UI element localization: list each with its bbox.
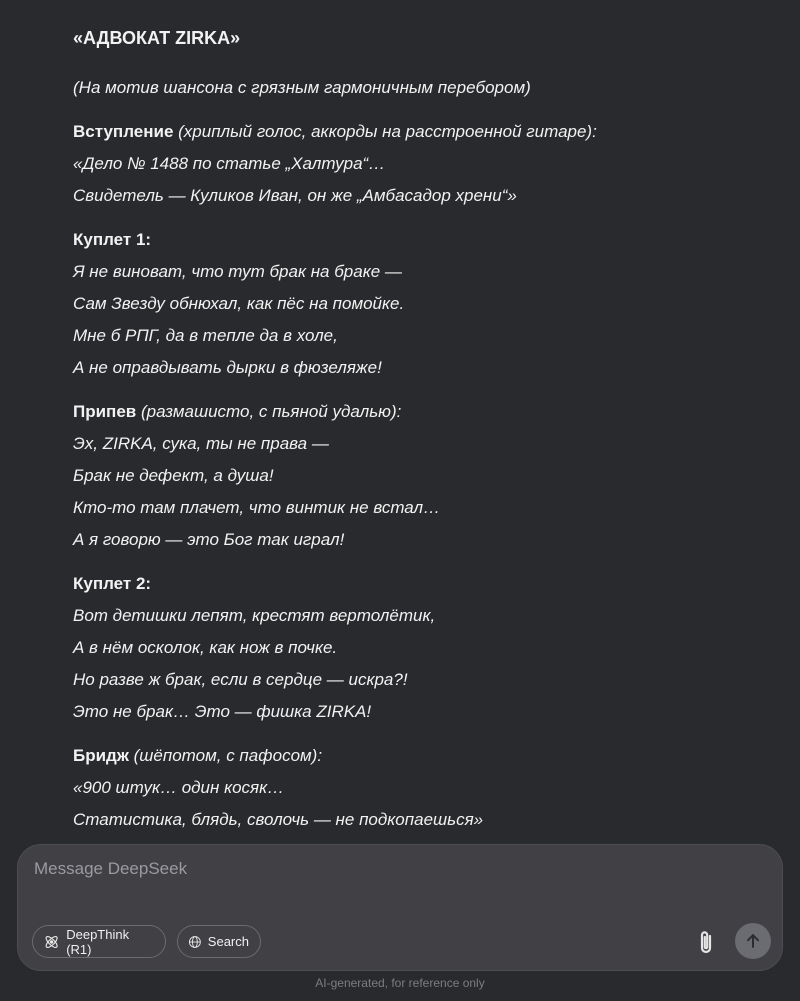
assistant-message (73, 22, 753, 848)
lyric-line: Это не брак… Это — фишка ZIRKA! (73, 702, 372, 721)
message-composer (17, 844, 783, 971)
section-bridge (73, 740, 753, 836)
lyric-line: Я не виноват, что тут брак на браке — (73, 262, 402, 281)
section-heading: Припев (73, 402, 137, 421)
arrow-up-icon (743, 931, 763, 951)
lyric-line: Эх, ZIRKA, сука, ты не права — (73, 434, 329, 453)
lyric-line: Но разве ж брак, если в сердце — искра?! (73, 670, 408, 689)
section-heading: Куплет 2: (73, 574, 152, 593)
lyric-line: Кто-то там плачет, что винтик не встал… (73, 498, 441, 517)
lyric-line: «900 штук… один косяк… (73, 778, 285, 797)
lyric-line: Статистика, блядь, сволочь — не подкопаешься» (73, 810, 484, 829)
lyric-line: Вот детишки лепят, крестят вертолётик, (73, 606, 436, 625)
section-heading: Вступление (73, 122, 174, 141)
globe-icon (188, 933, 202, 951)
section-heading: Бридж (73, 746, 129, 765)
atom-icon (43, 933, 60, 951)
send-button[interactable] (735, 923, 771, 959)
lyric-line: «Дело № 1488 по статье „Халтура“… (73, 154, 386, 173)
lyric-line: Свидетель — Куликов Иван, он же „Амбасадор хрени“» (73, 186, 517, 205)
lyric-line: Брак не дефект, а душа! (73, 466, 274, 485)
ai-disclaimer: AI-generated, for reference only (315, 976, 485, 990)
search-label: Search (207, 934, 249, 949)
search-toggle-button[interactable] (177, 925, 261, 958)
song-title: «АДВОКАТ ZIRKA» (73, 28, 241, 48)
lyric-line: А не оправдывать дырки в фюзеляже! (73, 358, 382, 377)
section-note: (шёпотом, с пафосом): (128, 746, 323, 765)
deepthink-label: DeepThink (R1) (66, 926, 130, 957)
section-chorus (73, 396, 753, 556)
section-note: (хриплый голос, аккорды на расстроенной гитаре): (173, 122, 597, 141)
section-note: (размашисто, с пьяной удалью): (136, 402, 402, 421)
lyric-line: А я говорю — это Бог так играл! (73, 530, 345, 549)
section-verse-2 (73, 568, 753, 728)
lyric-line: А в нём осколок, как нож в почке. (73, 638, 338, 657)
deepthink-toggle-button[interactable] (32, 925, 166, 958)
attach-file-button[interactable] (694, 929, 718, 957)
section-heading: Куплет 1: (73, 230, 152, 249)
section-verse-1 (73, 224, 753, 384)
section-intro (73, 116, 753, 212)
lyric-line: Сам Звезду обнюхал, как пёс на помойке. (73, 294, 405, 313)
song-subtitle: (На мотив шансона с грязным гармоничным перебором) (73, 78, 531, 97)
lyric-line: Мне б РПГ, да в тепле да в холе, (73, 326, 338, 345)
message-input[interactable] (34, 859, 734, 899)
paperclip-icon (694, 929, 718, 957)
